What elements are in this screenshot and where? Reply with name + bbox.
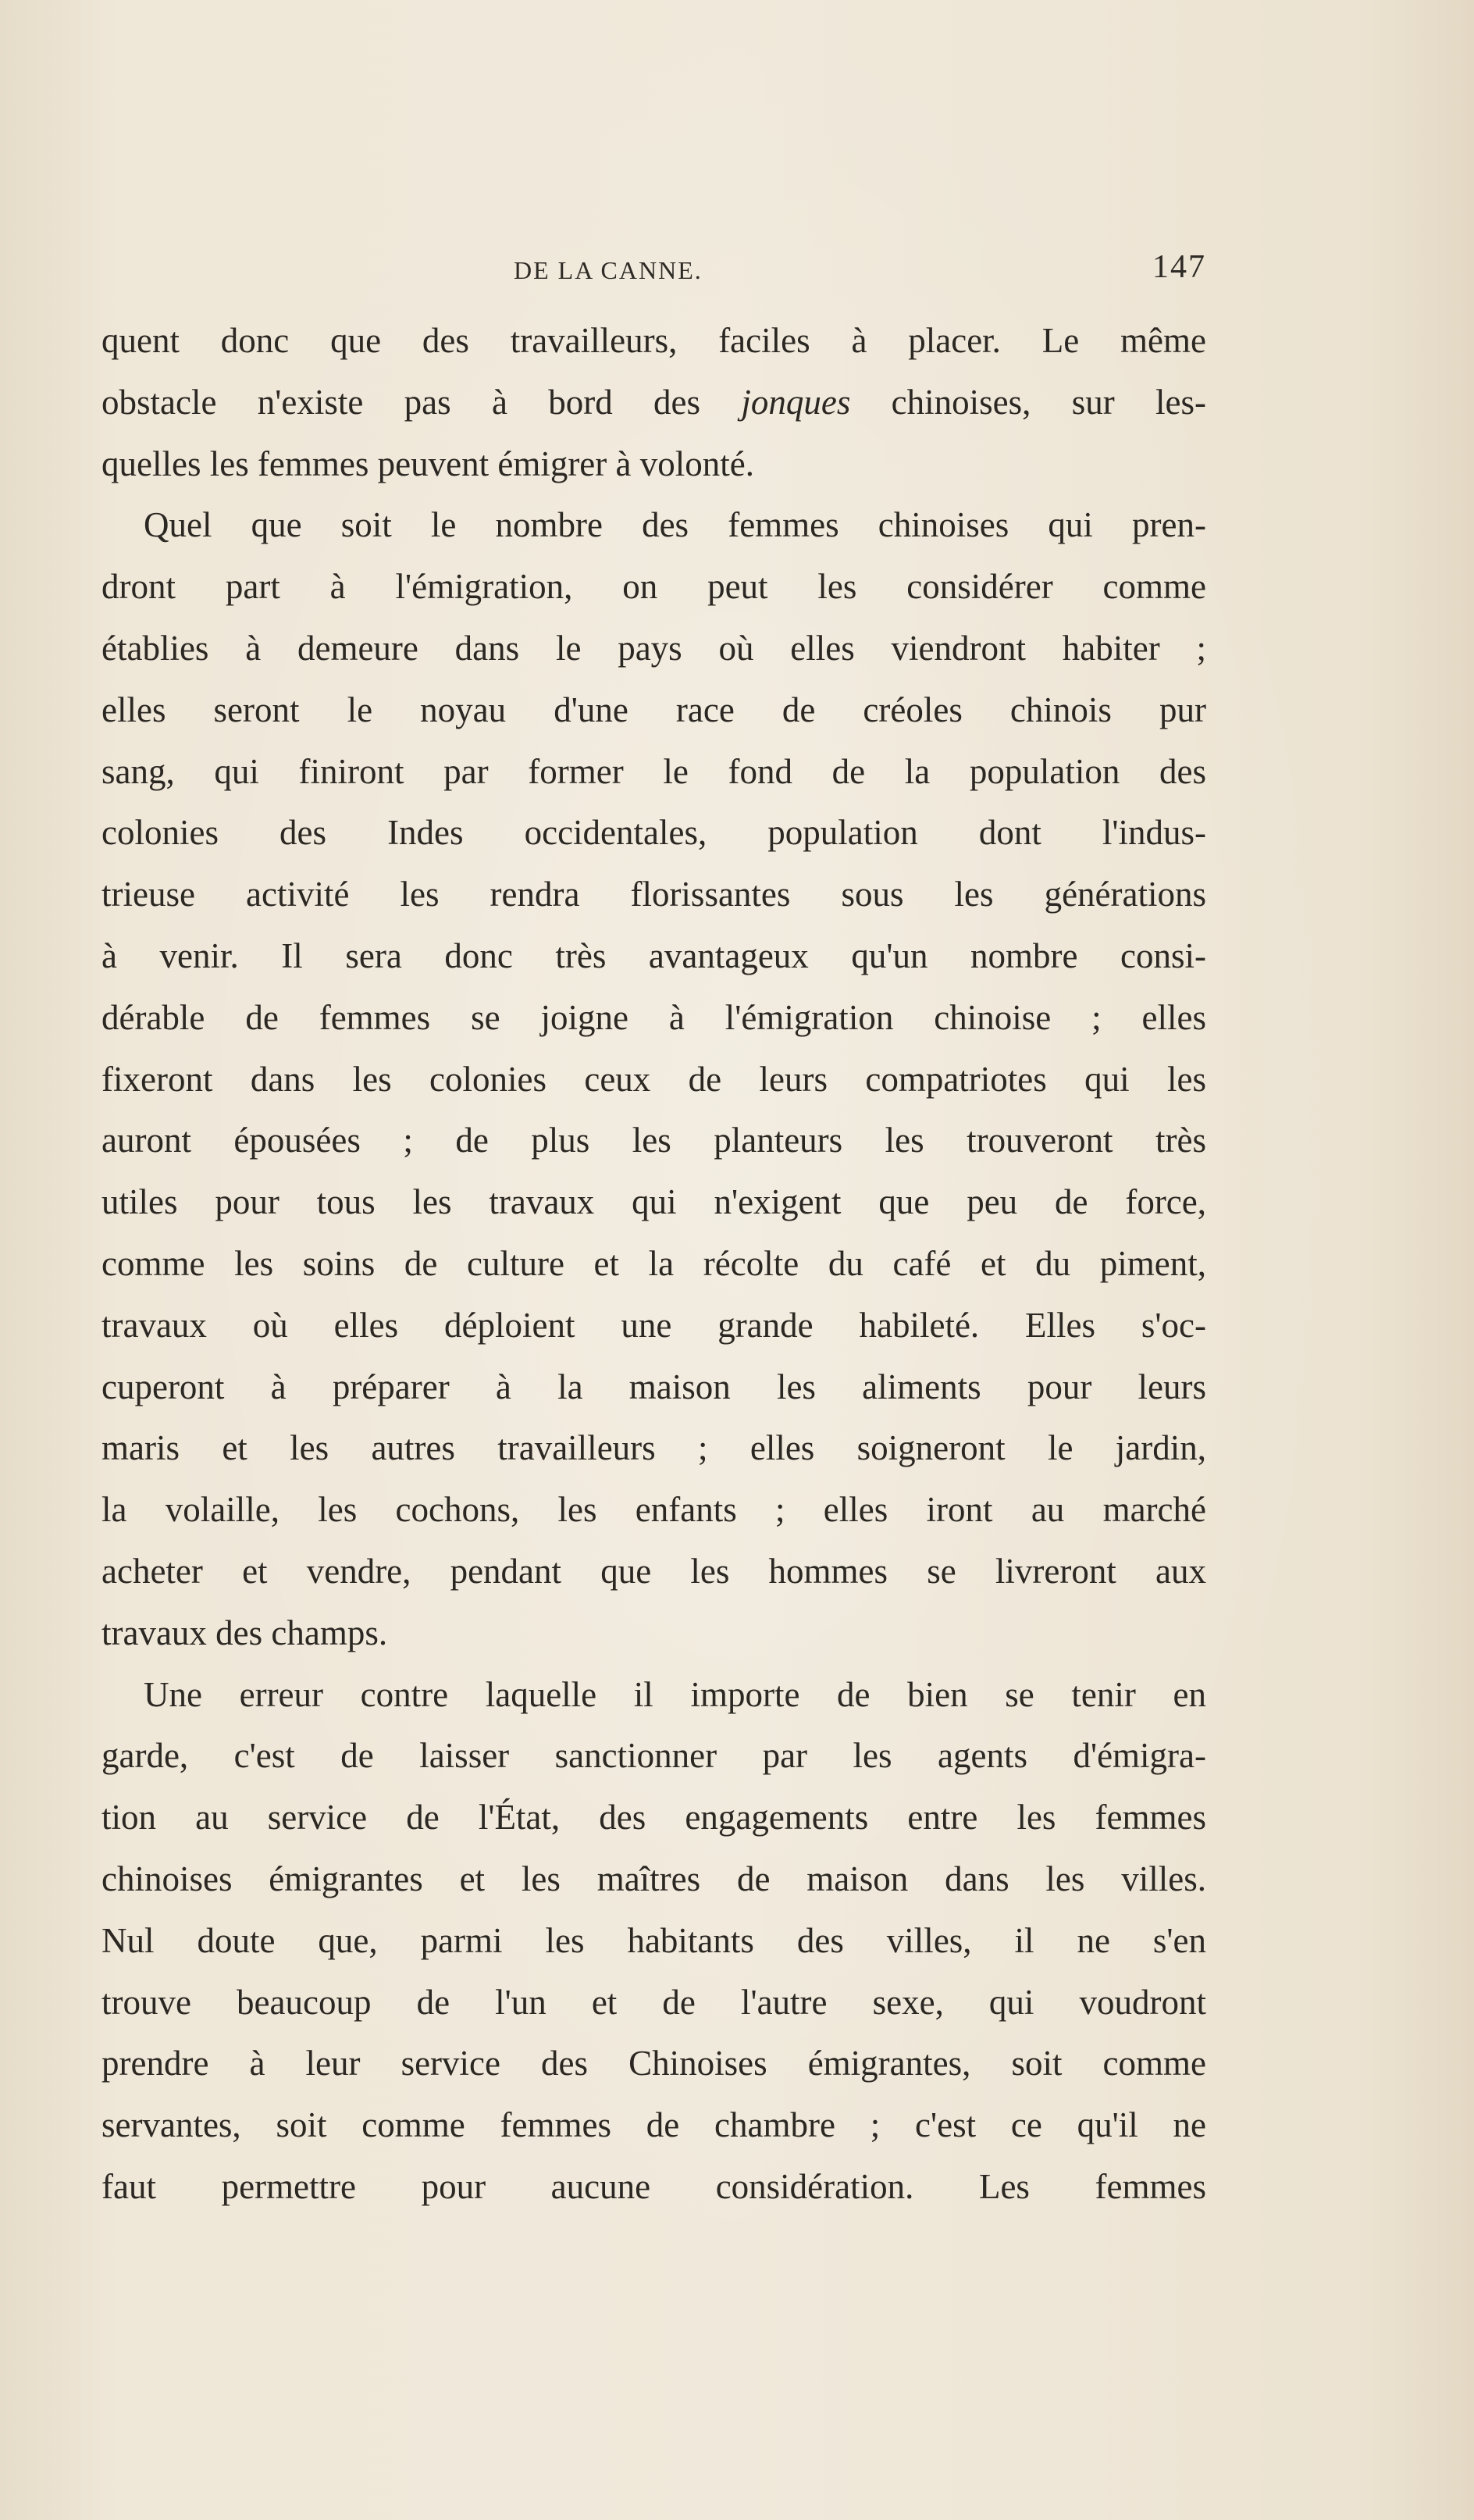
text-line (101, 372, 1206, 433)
text-line: trouve beaucoup de l'un et de l'autre sexe, qui voudront (101, 1982, 1206, 2022)
text-line: elles seront le noyau d'une race de créoles chinois pur (101, 690, 1206, 729)
body-text (101, 310, 1206, 2218)
text-line: utiles pour tous les travaux qui n'exigent que peu de force, (101, 1182, 1206, 1222)
text-line: cuperont à préparer à la maison les aliments pour leurs (101, 1367, 1206, 1406)
text-segment: chinoises, sur les- (850, 382, 1206, 422)
text-line: quent donc que des travailleurs, faciles à placer. Le même (101, 321, 1206, 360)
text-line: chinoises émigrantes et les maîtres de maison dans les villes. (101, 1859, 1206, 1898)
italic-word: jonques (741, 382, 851, 422)
text-line: servantes, soit comme femmes de chambre ; c'est ce qu'il ne (101, 2105, 1206, 2145)
text-line: maris et les autres travailleurs ; elles soigneront le jardin, (101, 1428, 1206, 1468)
text-line: travaux où elles déploient une grande habileté. Elles s'oc- (101, 1305, 1206, 1345)
text-line: à venir. Il sera donc très avantageux qu'un nombre consi- (101, 936, 1206, 975)
text-line: faut permettre pour aucune considération. Les femmes (101, 2166, 1206, 2206)
text-line: Une erreur contre laquelle il importe de bien se tenir en (144, 1674, 1206, 1714)
text-line: garde, c'est de laisser sanctionner par les agents d'émigra- (101, 1736, 1206, 1776)
text-line: la volaille, les cochons, les enfants ; elles iront au marché (101, 1490, 1206, 1530)
text-line: travaux des champs. (101, 1613, 388, 1652)
text-line: trieuse activité les rendra florissantes sous les générations (101, 875, 1206, 914)
text-line: acheter et vendre, pendant que les hommes se livreront aux (101, 1551, 1206, 1591)
text-segment: obstacle n'existe pas à bord des (101, 382, 742, 422)
page-number: 147 (1152, 249, 1206, 285)
text-line: auront épousées ; de plus les planteurs les trouveront très (101, 1121, 1206, 1160)
running-head: DE LA CANNE. (514, 256, 703, 284)
text-line: dérable de femmes se joigne à l'émigration chinoise ; elles (101, 997, 1206, 1037)
text-line: fixeront dans les colonies ceux de leurs compatriotes qui les (101, 1059, 1206, 1099)
text-line: prendre à leur service des Chinoises émigrantes, soit comme (101, 2044, 1206, 2083)
text-line: Nul doute que, parmi les habitants des villes, il ne s'en (101, 1920, 1206, 1960)
text-line: comme les soins de culture et la récolte du café et du piment, (101, 1243, 1206, 1283)
text-line: sang, qui finiront par former le fond de la population des (101, 751, 1206, 791)
text-line: dront part à l'émigration, on peut les considérer comme (101, 567, 1206, 607)
text-line: Quel que soit le nombre des femmes chinoises qui pren- (144, 505, 1206, 545)
text-line: tion au service de l'État, des engagements entre les femmes (101, 1798, 1206, 1837)
text-line: colonies des Indes occidentales, population dont l'indus- (101, 813, 1206, 853)
text-line: établies à demeure dans le pays où elles viendront habiter ; (101, 628, 1206, 668)
text-line: quelles les femmes peuvent émigrer à volonté. (101, 444, 754, 483)
page-header (101, 248, 1206, 295)
